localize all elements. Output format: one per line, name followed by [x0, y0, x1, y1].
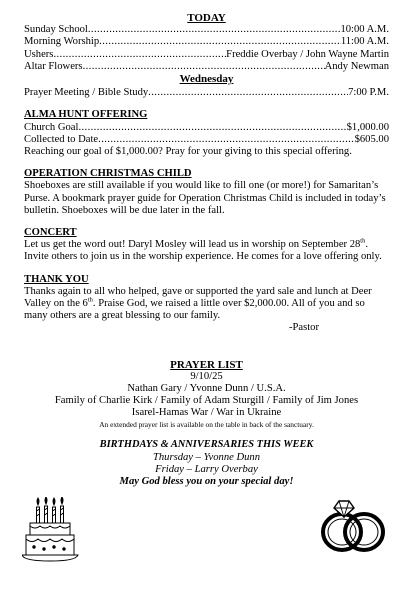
occ-text: Shoeboxes are still available if you would like to fill one (or more!) for Samaritan’s Purse. A bookmark prayer guide for Operation Christmas Child is included in today’s bulletin. Shoeboxes will be due later in the fall. — [24, 180, 386, 216]
concert-heading: CONCERT — [24, 227, 77, 239]
schedule-row: Morning Worship ..... 11:00 A.M. — [24, 36, 389, 48]
wedding-rings-icon — [318, 492, 388, 556]
thanks-heading: THANK YOU — [24, 273, 89, 285]
schedule-row: Altar Flowers ..... Andy Newman — [24, 61, 389, 73]
today-schedule — [24, 24, 389, 73]
wednesday-heading: Wednesday — [179, 73, 234, 86]
schedule-row: Sunday School ..... 10:00 A.M. — [24, 24, 389, 36]
birthdays-heading: BIRTHDAYS & ANNIVERSARIES THIS WEEK — [99, 438, 314, 450]
concert-text: Let us get the word out! Daryl Mosley will lead us in worship on September 28th. Invite others to join us in the worship experience. He comes for a love offering only. — [24, 237, 382, 263]
schedule-row: Prayer Meeting / Bible Study ..... 7:00 P.M. — [24, 87, 389, 99]
prayer-line: Isarel-Hamas War / War in Ukraine — [131, 407, 282, 419]
prayer-note: An extended prayer list is available on the table in back of the sanctuary. — [99, 419, 314, 429]
birthday-blessing: May God bless you on your special day! — [119, 476, 294, 488]
prayer-line: Nathan Gary / Yvonne Dunn / U.S.A. — [127, 383, 286, 395]
offering-note: Reaching our goal of $1,000.00? Pray for your giving to this special offering. — [24, 146, 352, 158]
thanks-text: Thanks again to all who helped, gave or supported the yard sale and lunch at Deer Valley on the 6th. Praise God, we raised a little over $2,000.00. All of you and so many others are a great blessing to our family. — [24, 285, 372, 322]
birthday-line: Thursday – Yvonne Dunn — [152, 451, 261, 463]
occ-heading: OPERATION CHRISTMAS CHILD — [24, 168, 192, 180]
prayer-line: Family of Charlie Kirk / Family of Adam Sturgill / Family of Jim Jones — [54, 395, 359, 407]
alma-hunt-heading: ALMA HUNT OFFERING — [24, 109, 148, 121]
birthday-line: Friday – Larry Overbay — [155, 464, 258, 476]
birthday-cake-icon — [22, 497, 82, 565]
prayer-list-heading: PRAYER LIST — [170, 358, 243, 371]
prayer-date: 9/10/25 — [190, 370, 223, 382]
offering-row: Church Goal ..... $1,000.00 — [24, 122, 389, 134]
schedule-row: Ushers ..... Freddie Overbay / John Wayne Martin — [24, 49, 389, 61]
pastor-signature: -Pastor — [288, 322, 319, 334]
offering-row: Collected to Date ..... $605.00 — [24, 134, 389, 146]
today-heading: TODAY — [187, 12, 226, 24]
